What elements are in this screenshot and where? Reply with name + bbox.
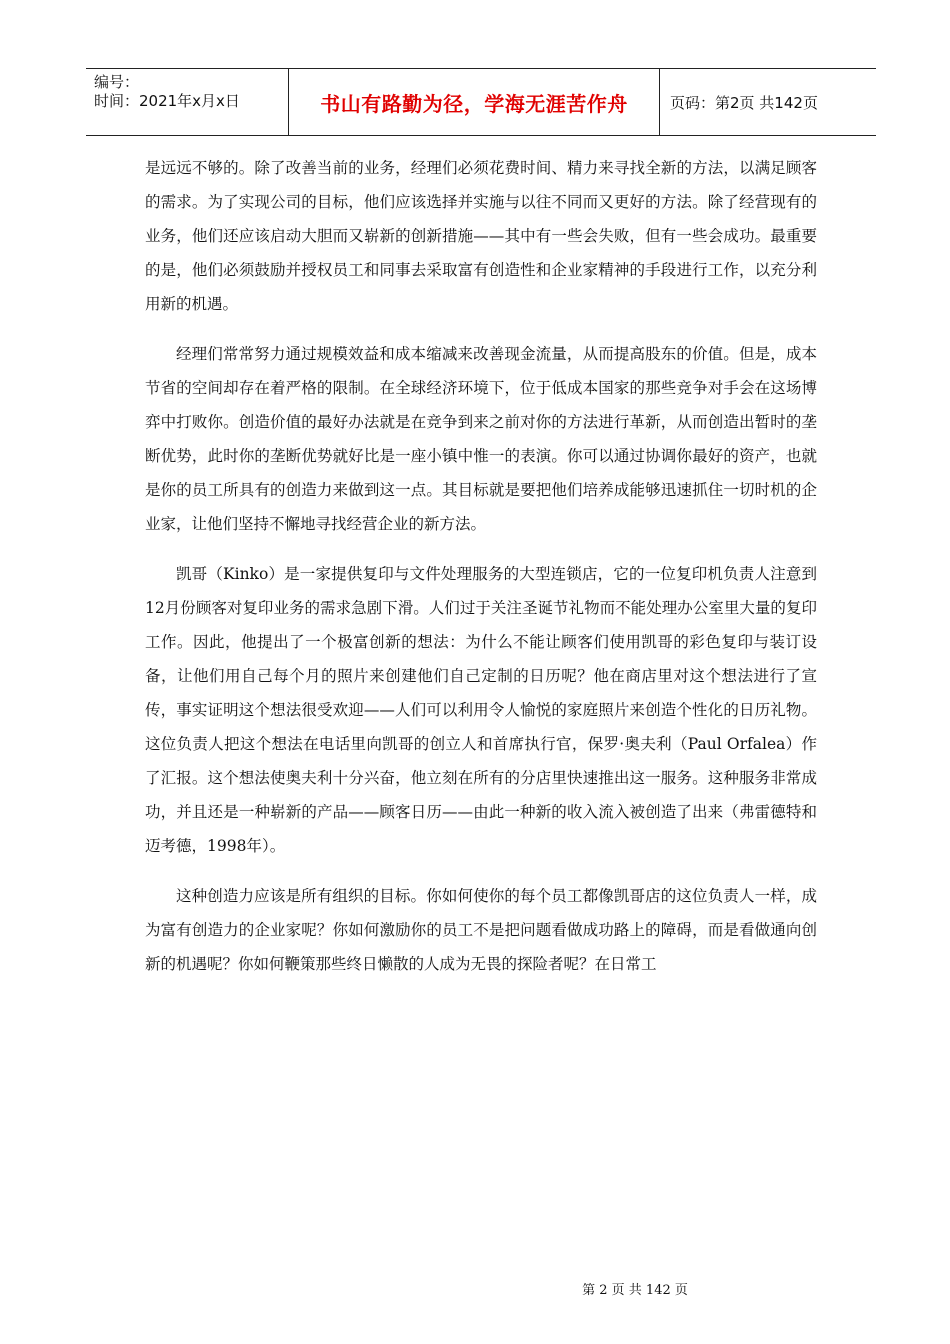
document-body bbox=[145, 151, 817, 997]
header-motto: 书山有路勤为径，学海无涯苦作舟 bbox=[288, 69, 660, 135]
paragraph-3: 凯哥（Kinko）是一家提供复印与文件处理服务的大型连锁店，它的一位复印机负责人注意到12月份顾客对复印业务的需求急剧下滑。人们过于关注圣诞节礼物而不能处理办公室里大量的复印工作。因此，他提出了一个极富创新的想法：为什么不能让顾客们使用凯哥的彩色复印与装订设备，让他们用自己每个月的照片来创建他们自己定制的日历呢？他在商店里对这个想法进行了宣传，事实证明这个想法很受欢迎——人们可以利用令人愉悦的家庭照片来创造个性化的日历礼物。这位负责人把这个想法在电话里向凯哥的创立人和首席执行官，保罗·奥夫利（Paul Orfalea）作了汇报。这个想法使奥夫利十分兴奋，他立刻在所有的分店里快速推出这一服务。这种服务非常成功，并且还是一种崭新的产品——顾客日历——由此一种新的收入流入被创造了出来（弗雷德特和迈考德，1998年）。 bbox=[145, 565, 817, 855]
paragraph-4: 这种创造力应该是所有组织的目标。你如何使你的每个员工都像凯哥店的这位负责人一样，成为富有创造力的企业家呢？你如何激励你的员工不是把问题看做成功路上的障碍，而是看做通向创新的机遇呢？你如何鞭策那些终日懒散的人成为无畏的探险者呢？在日常工 bbox=[145, 887, 817, 973]
header-meta bbox=[86, 69, 288, 135]
footer-page-number: 第 2 页 共 142 页 bbox=[582, 1283, 688, 1298]
paragraph-2: 经理们常常努力通过规模效益和成本缩减来改善现金流量，从而提高股东的价值。但是，成本节省的空间却存在着严格的限制。在全球经济环境下，位于低成本国家的那些竞争对手会在这场博弈中打败你。创造价值的最好办法就是在竞争到来之前对你的方法进行革新，从而创造出暂时的垄断优势，此时你的垄断优势就好比是一座小镇中惟一的表演。你可以通过协调你最好的资产，也就是你的员工所具有的创造力来做到这一点。其目标就是要把他们培养成能够迅速抓住一切时机的企业家，让他们坚持不懈地寻找经营企业的新方法。 bbox=[145, 345, 817, 533]
paragraph-1: 是远远不够的。除了改善当前的业务，经理们必须花费时间、精力来寻找全新的方法，以满足顾客的需求。为了实现公司的目标，他们应该选择并实施与以往不同而又更好的方法。除了经营现有的业务，他们还应该启动大胆而又崭新的创新措施——其中有一些会失败，但有一些会成功。最重要的是，他们必须鼓励并授权员工和同事去采取富有创造性和企业家精神的手段进行工作，以充分利用新的机遇。 bbox=[145, 159, 817, 313]
time-label: 时间：2021年x月x日 bbox=[94, 92, 240, 110]
serial-number-label: 编号： bbox=[94, 73, 140, 91]
header-page-info: 页码：第2页 共142页 bbox=[670, 93, 818, 112]
page-header bbox=[86, 68, 876, 136]
page-footer bbox=[0, 1279, 950, 1298]
